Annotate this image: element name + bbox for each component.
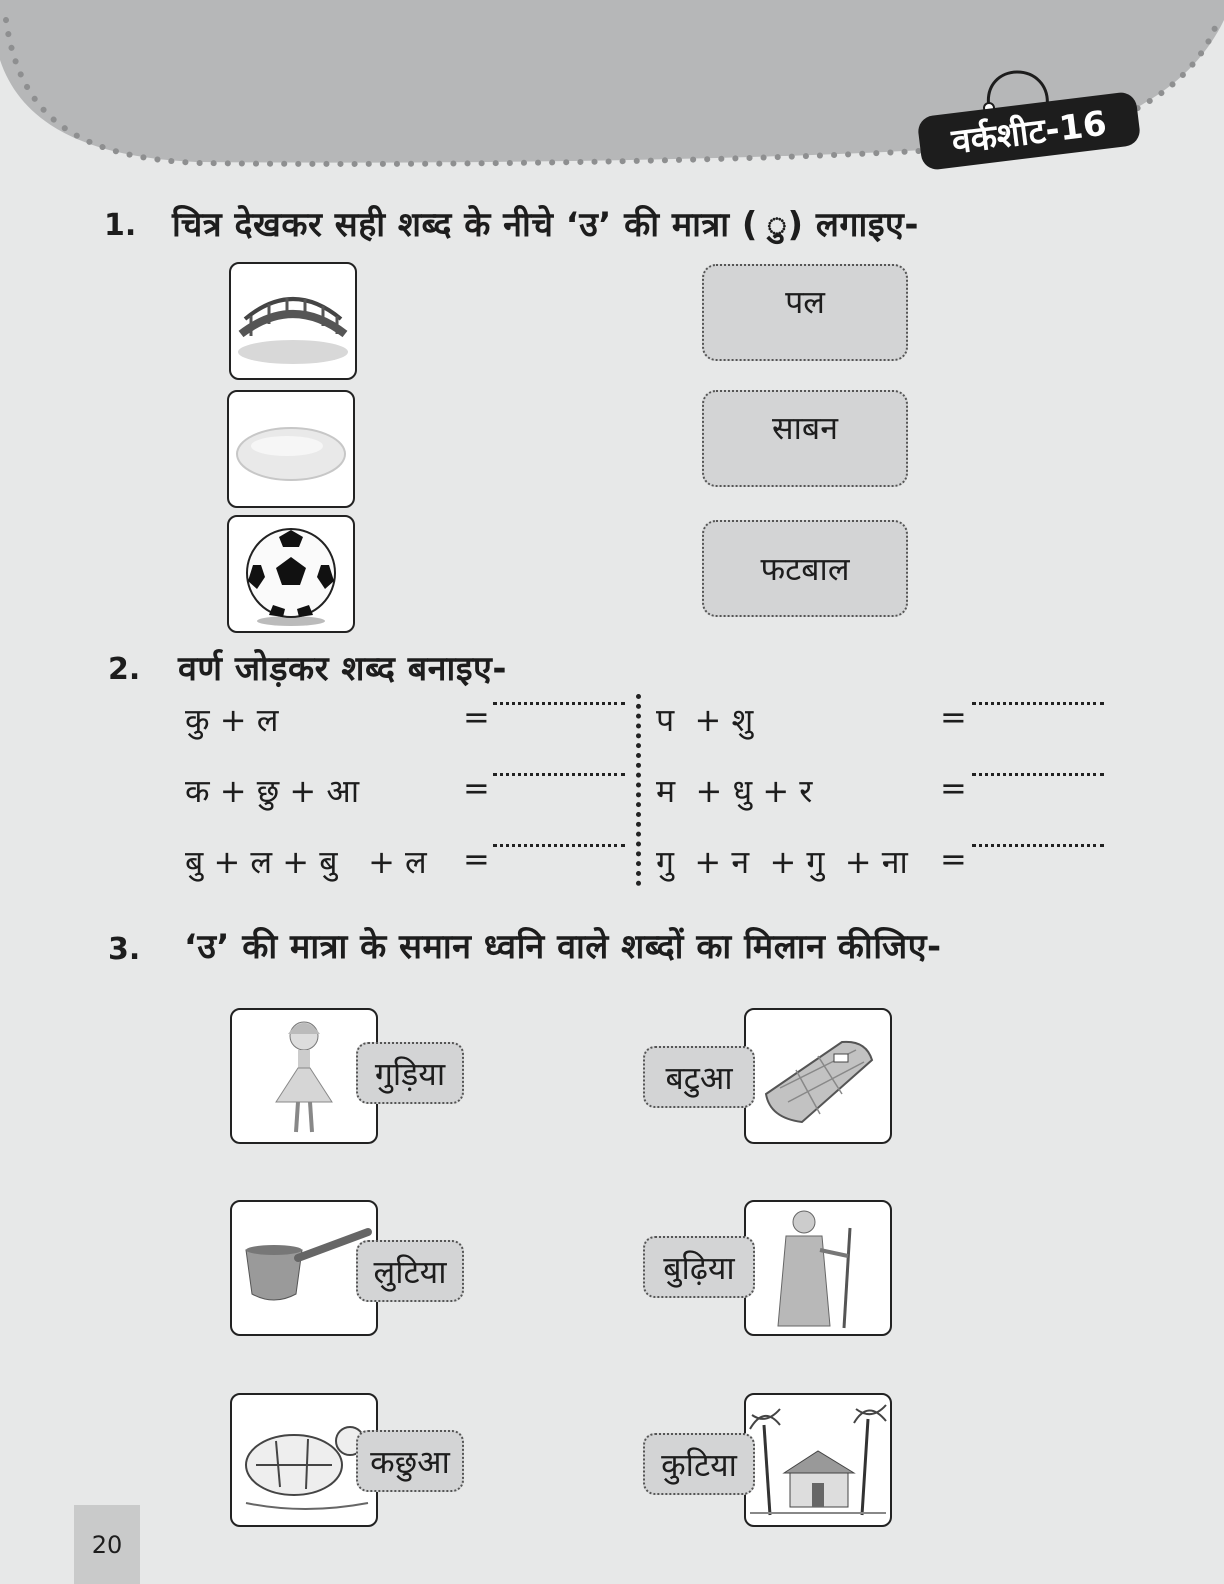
worksheet-title: वर्कशीट-16 xyxy=(917,91,1142,171)
answer-line-right-2[interactable] xyxy=(972,773,1104,776)
doll-icon xyxy=(232,1010,376,1142)
column-divider xyxy=(636,694,641,886)
answer-line-left-3[interactable] xyxy=(493,844,625,847)
word-fatbal: फटबाल xyxy=(760,550,850,588)
q2-number: 2. xyxy=(108,652,141,687)
q2-text: वर्ण जोड़कर शब्द बनाइए- xyxy=(178,649,507,689)
equals-right-1: = xyxy=(940,698,967,736)
word-box-1[interactable] xyxy=(702,264,908,361)
q3-text: ‘उ’ की मात्रा के समान ध्वनि वाले शब्दों का मिलान कीजिए- xyxy=(184,927,942,967)
word-kachhua: कछुआ xyxy=(370,1442,450,1481)
word-tag-batua[interactable] xyxy=(643,1046,755,1108)
word-gudiya: गुड़िया xyxy=(374,1054,446,1093)
expr-right-1: प + शु xyxy=(656,701,754,739)
word-pal: पल xyxy=(785,283,825,321)
word-tag-budhiya[interactable] xyxy=(643,1236,755,1298)
football-icon xyxy=(229,517,353,631)
bridge-picture xyxy=(229,262,357,380)
hut-picture xyxy=(744,1393,892,1527)
expr-right-3: गु + न + गु + ना xyxy=(656,843,908,881)
equals-left-3: = xyxy=(463,840,490,878)
football-picture xyxy=(227,515,355,633)
word-tag-kachhua[interactable] xyxy=(356,1430,464,1492)
word-box-3[interactable] xyxy=(702,520,908,617)
expr-left-2: क + छु + आ xyxy=(185,772,360,810)
answer-line-left-2[interactable] xyxy=(493,773,625,776)
word-lutiya: लुटिया xyxy=(373,1252,447,1291)
equals-right-3: = xyxy=(940,840,967,878)
word-tag-gudiya[interactable] xyxy=(356,1042,464,1104)
equals-right-2: = xyxy=(940,769,967,807)
word-budhiya: बुढ़िया xyxy=(663,1248,735,1287)
word-tag-kutiya[interactable] xyxy=(643,1433,755,1495)
old-woman-picture xyxy=(744,1200,892,1336)
soap-icon xyxy=(229,392,353,506)
answer-line-left-1[interactable] xyxy=(493,702,625,705)
equals-left-2: = xyxy=(463,769,490,807)
expr-left-1: कु + ल xyxy=(185,701,279,739)
soap-picture xyxy=(227,390,355,508)
word-kutiya: कुटिया xyxy=(661,1445,737,1484)
q1-text: चित्र देखकर सही शब्द के नीचे ‘उ’ की मात्रा ( ु) लगाइए- xyxy=(172,205,919,245)
answer-line-right-1[interactable] xyxy=(972,702,1104,705)
tortoise-icon xyxy=(232,1395,376,1525)
q3-number: 3. xyxy=(108,932,141,967)
q1-number: 1. xyxy=(104,208,137,243)
bridge-icon xyxy=(231,264,355,378)
word-saban: साबन xyxy=(772,409,838,447)
pot-icon xyxy=(232,1202,376,1334)
word-tag-lutiya[interactable] xyxy=(356,1240,464,1302)
page-number: 20 xyxy=(74,1505,140,1584)
purse-picture xyxy=(744,1008,892,1144)
expr-left-3: बु + ल + बु + ल xyxy=(185,843,427,881)
old-woman-icon xyxy=(746,1202,890,1334)
worksheet-tag xyxy=(905,50,1165,190)
purse-icon xyxy=(746,1010,890,1142)
hut-icon xyxy=(746,1395,890,1525)
expr-right-2: म + धु + र xyxy=(656,772,813,810)
equals-left-1: = xyxy=(463,698,490,736)
word-box-2[interactable] xyxy=(702,390,908,487)
word-batua: बटुआ xyxy=(665,1058,733,1097)
answer-line-right-3[interactable] xyxy=(972,844,1104,847)
